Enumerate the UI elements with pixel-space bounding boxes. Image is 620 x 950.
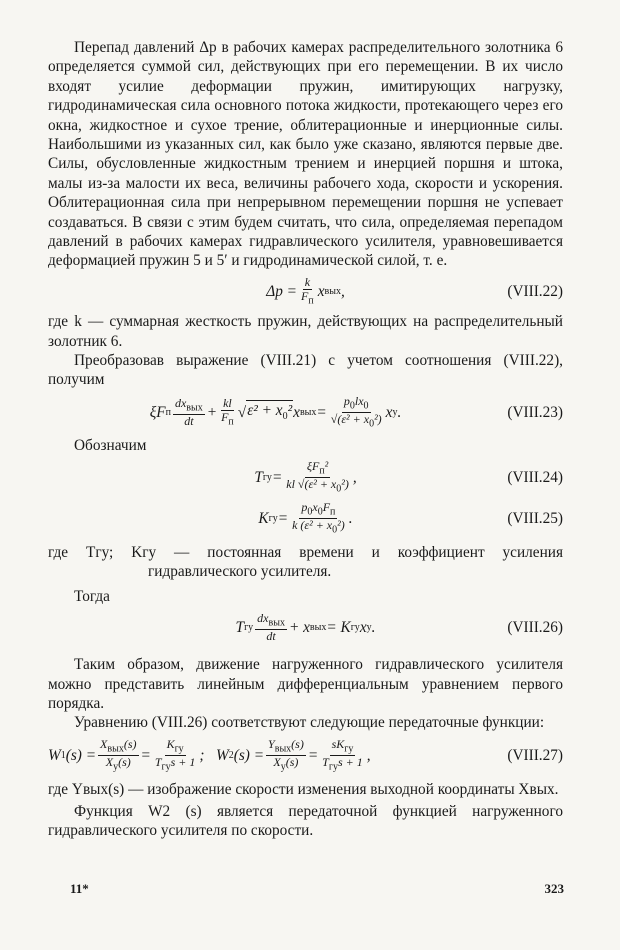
equation-number: (VIII.25) [507,510,563,528]
paragraph-1: Перепад давлений Δp в рабочих камерах распределительного золотника 6 определяется суммой сил, действующих при его перемещении. В их число входят усилие деформации пружин, имитирующих нагрузку, гидродинамическая сила основного потока жидкости, протекающего через его окна, жидкостное и сухое трение, облитерационные и инерционные силы. Наибольшими из указанных сил, как было уже сказано, являются первые две. Силы, обусловленные жидкостным трением и инерцией поршня и штока, малы из-за малости их веса, величины рабочего хода, скорости и ускорения. Облитерационная сила при непрерывном перемещении поршня не успевает создаваться. В связи с этим будем считать, что сила, определяемая перепадом давлений в рабочих камерах гидравлического усилителя, уравновешивается деформацией пружин 5 и 5′ и гидродинамической силой, т. е. [48,39,563,270]
paragraph-6: Функция W2 (s) является передаточной функцией нагруженного гидравлического усилителя по скорости. [48,803,563,840]
equation-number: (VIII.26) [507,618,563,636]
paragraph-4: Таким образом, движение нагруженного гидравлического усилителя можно представить линейным дифференциальным уравнением первого порядка. [48,656,563,713]
label-togda: Тогда [74,588,110,606]
equation-viii-26: T гу $\frac{dx_{вых}}{dt}$ + x вых = K гу x у . (VIII.26) [235,610,563,644]
label-oboznachim: Обозначим [74,436,147,454]
definition-yvyh: где Yвых(s) — изображение скорости изменения выходной координаты Xвых. [48,780,559,798]
equation-viii-23: ξF п $\frac{dx_{вых}}{dt}$ + $\frac{kl}{F_п}$ √ $\varepsilon^2 + x_0^2$ x вых = $\frac{p_0lx_0}{√(\varepsilon^2 + x_0^2)}$ x у . (VIII.23) [149,393,563,430]
definition-tgu-kgu: где Tгу; Kгу — постоянная времени и коэффициент усиления гидравлического усилителя. [48,543,563,581]
page-body [48,38,563,841]
equation-number: (VIII.22) [507,282,563,300]
paragraph-2: где k — суммарная жесткость пружин, действующих на распределительный золотник 6. [48,313,563,350]
signature-mark: 11* [70,881,89,896]
equation-number: (VIII.27) [507,747,563,765]
equation-viii-24: T гу = $\frac{\xi F_п^2}{kl √(\varepsilon^2 + x_0^2)}$ , (VIII.24) [254,459,563,495]
page-number: 323 [544,881,564,896]
equation-viii-27: W 1 (s) = $\frac{X_{вых}(s)}{X_у(s)}$ = $\frac{K_{гу}}{T_{гу}s + 1}$ ; W 2 (s) = $\frac{Y_{вых}(s)}{X_у(s)}$ = $\frac{sK_{гу}}{T_{гу}s + 1}$ , (VIII.27) [48,736,563,773]
equation-number: (VIII.24) [507,469,563,487]
paragraph-3: Преобразовав выражение (VIII.21) с учетом соотношения (VIII.22), получим [48,352,563,389]
paragraph-5: Уравнению (VIII.26) соответствуют следующие передаточные функции: [74,714,545,732]
equation-number: (VIII.23) [507,404,563,422]
equation-viii-25: K гу = $\frac{p_0x_0F_п}{k (\varepsilon^2 + x_0^2)}$ . (VIII.25) [258,499,563,536]
equation-viii-22: Δp = $\frac{k}{F_п}$ x вых , (VIII.22) [266,274,563,307]
